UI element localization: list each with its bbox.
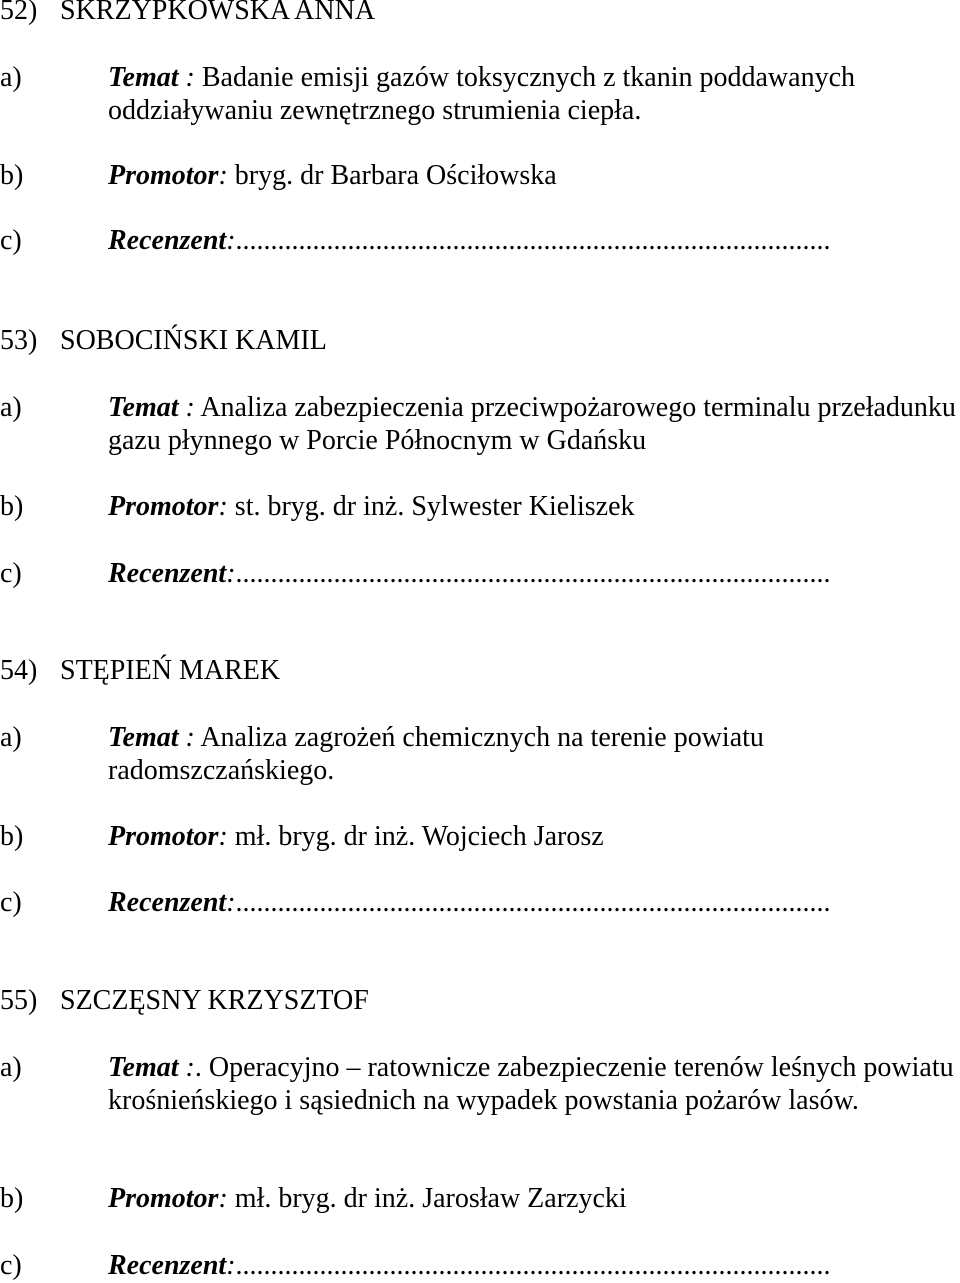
promotor-body (108, 820, 956, 853)
temat-text: . Operacyjno – ratownicze zabezpieczenie terenów leśnych powiatu krośnieńskiego i sąsiednich na wypadek powstania pożarów lasów. (108, 1052, 954, 1116)
item-letter: c) (0, 1250, 22, 1281)
entry-heading (0, 984, 369, 1017)
temat-body (108, 61, 956, 127)
temat-label: Temat (108, 722, 179, 753)
item-letter: b) (0, 491, 24, 522)
temat-body (108, 391, 956, 457)
item-letter: c) (0, 887, 22, 918)
temat-separator: : (178, 392, 195, 423)
entry-name: SKRZYPKOWSKA ANNA (60, 0, 376, 26)
entry-number: 54) (0, 655, 38, 686)
temat-separator: : (178, 1052, 195, 1083)
recenzent-label: Recenzent (108, 558, 227, 589)
promotor-body (108, 1182, 956, 1215)
temat-text: Analiza zabezpieczenia przeciwpożarowego terminalu przeładunku gazu płynnego w Porcie Północnym w Gdańsku (108, 392, 956, 456)
entry-heading (0, 654, 280, 687)
entry-number: 53) (0, 325, 38, 356)
temat-text: Analiza zagrożeń chemicznych na terenie powiatu radomszczańskiego. (108, 722, 764, 786)
item-letter: a) (0, 722, 22, 753)
promotor-separator: : (218, 1183, 228, 1214)
temat-label: Temat (108, 62, 179, 93)
promotor-text: mł. bryg. dr inż. Jarosław Zarzycki (227, 1183, 627, 1214)
recenzent-body (108, 886, 956, 919)
recenzent-separator: : (226, 558, 236, 589)
recenzent-label: Recenzent (108, 225, 227, 256)
recenzent-dots: ..................................................................................... (235, 225, 831, 256)
promotor-label: Promotor (108, 821, 219, 852)
entry-number: 52) (0, 0, 38, 26)
recenzent-dots: ..................................................................................... (235, 887, 831, 918)
promotor-separator: : (218, 160, 228, 191)
recenzent-label: Recenzent (108, 887, 227, 918)
promotor-label: Promotor (108, 160, 219, 191)
promotor-label: Promotor (108, 1183, 219, 1214)
temat-label: Temat (108, 392, 179, 423)
item-letter: a) (0, 1052, 22, 1083)
entry-name: SZCZĘSNY KRZYSZTOF (60, 985, 369, 1016)
recenzent-separator: : (226, 887, 236, 918)
temat-text: Badanie emisji gazów toksycznych z tkanin poddawanych oddziaływaniu zewnętrznego strumienia ciepła. (108, 62, 855, 126)
temat-separator: : (178, 722, 195, 753)
promotor-separator: : (218, 821, 228, 852)
entry-heading (0, 324, 327, 357)
item-letter: b) (0, 1183, 24, 1214)
recenzent-body (108, 557, 956, 590)
recenzent-dots: ..................................................................................... (235, 558, 831, 589)
temat-body (108, 1051, 956, 1117)
entry-number: 55) (0, 985, 38, 1016)
entry-heading (0, 0, 375, 27)
promotor-text: st. bryg. dr inż. Sylwester Kieliszek (227, 491, 635, 522)
temat-separator: : (178, 62, 195, 93)
item-letter: b) (0, 821, 24, 852)
recenzent-separator: : (226, 1250, 236, 1281)
recenzent-separator: : (226, 225, 236, 256)
promotor-text: mł. bryg. dr inż. Wojciech Jarosz (227, 821, 604, 852)
promotor-body (108, 159, 956, 192)
recenzent-dots: ..................................................................................... (235, 1250, 831, 1281)
promotor-text: bryg. dr Barbara Ościłowska (227, 160, 557, 191)
item-letter: c) (0, 225, 22, 256)
promotor-body (108, 490, 956, 523)
recenzent-body (108, 1249, 956, 1282)
recenzent-label: Recenzent (108, 1250, 227, 1281)
promotor-separator: : (218, 491, 228, 522)
temat-label: Temat (108, 1052, 179, 1083)
entry-name: STĘPIEŃ MAREK (60, 655, 281, 686)
item-letter: c) (0, 558, 22, 589)
item-letter: b) (0, 160, 24, 191)
temat-body (108, 721, 956, 787)
recenzent-body (108, 224, 956, 257)
item-letter: a) (0, 62, 22, 93)
entry-name: SOBOCIŃSKI KAMIL (60, 325, 327, 356)
promotor-label: Promotor (108, 491, 219, 522)
item-letter: a) (0, 392, 22, 423)
